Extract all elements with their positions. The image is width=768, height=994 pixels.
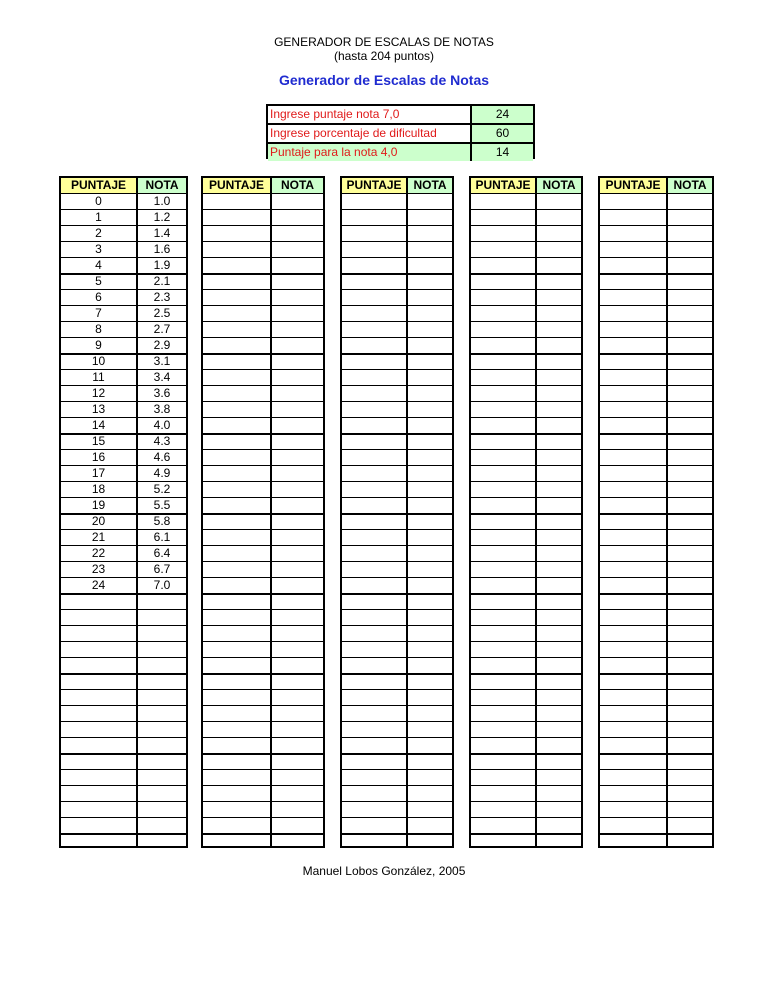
row-divider — [600, 369, 712, 370]
row-divider — [600, 673, 712, 675]
row-divider — [203, 769, 323, 770]
row-divider — [471, 609, 581, 610]
row-divider — [600, 321, 712, 322]
row-divider — [342, 833, 452, 835]
cell-nota: 1.2 — [153, 210, 171, 224]
cell-nota: 3.6 — [153, 386, 171, 400]
input-label-max-score: Ingrese puntaje nota 7,0 — [270, 107, 400, 121]
cell-puntaje: 2 — [95, 226, 102, 240]
column-header-nota: NOTA — [272, 178, 323, 193]
row-divider — [600, 641, 712, 642]
row-divider — [471, 369, 581, 370]
row-divider — [203, 241, 323, 242]
row-divider — [471, 833, 581, 835]
cell-nota: 4.9 — [153, 466, 171, 480]
row-divider — [471, 481, 581, 482]
row-divider — [471, 417, 581, 418]
column-header-nota: NOTA — [138, 178, 186, 193]
row-divider — [342, 449, 452, 450]
row-divider — [61, 641, 186, 642]
row-divider — [600, 817, 712, 818]
row-divider — [203, 817, 323, 818]
row-divider — [203, 561, 323, 562]
row-divider — [342, 785, 452, 786]
row-divider — [61, 737, 186, 738]
score-table-5 — [598, 176, 714, 848]
row-divider — [203, 721, 323, 722]
column-divider — [270, 178, 272, 846]
row-divider — [600, 769, 712, 770]
cell-nota: 5.5 — [153, 498, 171, 512]
row-divider — [61, 769, 186, 770]
row-divider — [342, 257, 452, 258]
cell-puntaje: 6 — [95, 290, 102, 304]
row-divider — [600, 577, 712, 578]
row-divider — [203, 801, 323, 802]
row-divider — [471, 801, 581, 802]
row-divider — [203, 385, 323, 386]
row-divider — [61, 817, 186, 818]
row-divider — [600, 385, 712, 386]
column-divider — [406, 178, 408, 846]
row-divider — [471, 657, 581, 658]
row-divider — [471, 721, 581, 722]
row-divider — [600, 753, 712, 755]
row-divider — [61, 753, 186, 755]
column-header-puntaje: PUNTAJE — [600, 178, 666, 193]
row-divider — [342, 337, 452, 338]
row-divider — [342, 321, 452, 322]
cell-nota: 1.6 — [153, 242, 171, 256]
row-divider — [61, 721, 186, 722]
column-divider — [535, 178, 537, 846]
row-divider — [471, 497, 581, 498]
column-header-nota: NOTA — [668, 178, 712, 193]
row-divider — [600, 193, 712, 194]
row-divider — [600, 513, 712, 515]
input-row-passing-score — [268, 144, 533, 161]
row-divider — [61, 689, 186, 690]
cell-puntaje: 5 — [95, 274, 102, 288]
row-divider — [600, 465, 712, 466]
score-table-2 — [201, 176, 325, 848]
cell-nota: 2.9 — [153, 338, 171, 352]
row-divider — [203, 705, 323, 706]
row-divider — [203, 737, 323, 738]
cell-puntaje: 13 — [91, 402, 106, 416]
row-divider — [471, 225, 581, 226]
row-divider — [342, 513, 452, 515]
cell-nota: 5.8 — [153, 514, 171, 528]
row-divider — [600, 785, 712, 786]
row-divider — [600, 401, 712, 402]
row-divider — [471, 289, 581, 290]
row-divider — [600, 417, 712, 418]
row-divider — [471, 785, 581, 786]
row-divider — [600, 289, 712, 290]
row-divider — [203, 673, 323, 675]
row-divider — [471, 545, 581, 546]
row-divider — [471, 305, 581, 306]
row-divider — [342, 305, 452, 306]
cell-puntaje: 15 — [91, 434, 106, 448]
row-divider — [342, 225, 452, 226]
row-divider — [61, 657, 186, 658]
row-divider — [203, 513, 323, 515]
row-divider — [203, 289, 323, 290]
row-divider — [600, 625, 712, 626]
cell-nota: 4.6 — [153, 450, 171, 464]
row-divider — [600, 737, 712, 738]
row-divider — [203, 193, 323, 194]
row-divider — [471, 705, 581, 706]
row-divider — [342, 481, 452, 482]
row-divider — [203, 465, 323, 466]
row-divider — [471, 817, 581, 818]
score-table-1 — [59, 176, 188, 848]
cell-nota: 6.7 — [153, 562, 171, 576]
cell-nota: 1.4 — [153, 226, 171, 240]
row-divider — [342, 577, 452, 578]
row-divider — [61, 609, 186, 610]
cell-puntaje: 4 — [95, 258, 102, 272]
row-divider — [600, 305, 712, 306]
cell-puntaje: 1 — [95, 210, 102, 224]
row-divider — [471, 577, 581, 578]
cell-nota: 1.0 — [153, 194, 171, 208]
row-divider — [471, 529, 581, 530]
column-header-puntaje: PUNTAJE — [203, 178, 270, 193]
cell-puntaje: 18 — [91, 482, 106, 496]
row-divider — [600, 273, 712, 275]
row-divider — [61, 705, 186, 706]
row-divider — [61, 785, 186, 786]
row-divider — [342, 801, 452, 802]
row-divider — [600, 657, 712, 658]
row-divider — [600, 225, 712, 226]
cell-puntaje: 10 — [91, 354, 106, 368]
row-divider — [203, 545, 323, 546]
row-divider — [600, 833, 712, 835]
document-title: GENERADOR DE ESCALAS DE NOTAS — [274, 35, 494, 49]
row-divider — [471, 337, 581, 338]
row-divider — [342, 705, 452, 706]
row-divider — [61, 593, 186, 595]
cell-puntaje: 21 — [91, 530, 106, 544]
cell-puntaje: 7 — [95, 306, 102, 320]
input-label-difficulty: Ingrese porcentaje de dificultad — [270, 126, 437, 140]
row-divider — [600, 561, 712, 562]
page-heading: Generador de Escalas de Notas — [278, 72, 490, 88]
row-divider — [203, 321, 323, 322]
row-divider — [600, 209, 712, 210]
row-divider — [342, 737, 452, 738]
cell-nota: 2.7 — [153, 322, 171, 336]
cell-nota: 3.4 — [153, 370, 171, 384]
row-divider — [61, 673, 186, 675]
row-divider — [342, 433, 452, 435]
row-divider — [203, 401, 323, 402]
input-row-difficulty — [268, 125, 533, 142]
row-divider — [342, 353, 452, 355]
column-header-puntaje: PUNTAJE — [471, 178, 535, 193]
row-divider — [342, 241, 452, 242]
input-value-max-score[interactable]: 24 — [470, 106, 533, 123]
row-divider — [342, 193, 452, 194]
row-divider — [203, 353, 323, 355]
row-divider — [342, 417, 452, 418]
cell-nota: 3.8 — [153, 402, 171, 416]
row-divider — [203, 481, 323, 482]
input-value-difficulty[interactable]: 60 — [470, 125, 533, 142]
row-divider — [203, 657, 323, 658]
cell-nota: 2.3 — [153, 290, 171, 304]
cell-puntaje: 0 — [95, 194, 102, 208]
cell-nota: 2.1 — [153, 274, 171, 288]
row-divider — [600, 593, 712, 595]
row-divider — [471, 241, 581, 242]
row-divider — [342, 385, 452, 386]
cell-nota: 3.1 — [153, 354, 171, 368]
row-divider — [203, 497, 323, 498]
row-divider — [203, 833, 323, 835]
score-table-4 — [469, 176, 583, 848]
row-divider — [600, 529, 712, 530]
row-divider — [600, 433, 712, 435]
document-subtitle: (hasta 204 puntos) — [333, 49, 435, 63]
row-divider — [471, 641, 581, 642]
row-divider — [600, 801, 712, 802]
cell-puntaje: 14 — [91, 418, 106, 432]
row-divider — [342, 689, 452, 690]
row-divider — [342, 289, 452, 290]
row-divider — [342, 529, 452, 530]
row-divider — [342, 273, 452, 275]
row-divider — [342, 625, 452, 626]
row-divider — [342, 561, 452, 562]
score-table-3 — [340, 176, 454, 848]
row-divider — [471, 273, 581, 275]
cell-puntaje: 20 — [91, 514, 106, 528]
column-header-puntaje: PUNTAJE — [61, 178, 136, 193]
cell-nota: 4.0 — [153, 418, 171, 432]
row-divider — [600, 481, 712, 482]
row-divider — [600, 257, 712, 258]
column-header-nota: NOTA — [537, 178, 581, 193]
row-divider — [471, 737, 581, 738]
row-divider — [600, 721, 712, 722]
row-divider — [471, 353, 581, 355]
row-divider — [203, 577, 323, 578]
row-divider — [342, 769, 452, 770]
input-panel — [266, 104, 535, 159]
row-divider — [203, 433, 323, 435]
row-divider — [471, 625, 581, 626]
row-divider — [600, 353, 712, 355]
cell-puntaje: 17 — [91, 466, 106, 480]
row-divider — [203, 417, 323, 418]
row-divider — [600, 545, 712, 546]
row-divider — [471, 769, 581, 770]
cell-puntaje: 22 — [91, 546, 106, 560]
row-divider — [342, 545, 452, 546]
row-divider — [203, 305, 323, 306]
row-divider — [471, 753, 581, 755]
cell-puntaje: 19 — [91, 498, 106, 512]
cell-puntaje: 24 — [91, 578, 106, 592]
input-value-passing-score: 14 — [470, 144, 533, 161]
cell-puntaje: 9 — [95, 338, 102, 352]
row-divider — [471, 257, 581, 258]
row-divider — [203, 225, 323, 226]
row-divider — [342, 753, 452, 755]
row-divider — [203, 753, 323, 755]
cell-nota: 5.2 — [153, 482, 171, 496]
row-divider — [600, 609, 712, 610]
row-divider — [471, 689, 581, 690]
cell-nota: 6.4 — [153, 546, 171, 560]
row-divider — [203, 337, 323, 338]
row-divider — [471, 449, 581, 450]
row-divider — [342, 209, 452, 210]
row-divider — [61, 625, 186, 626]
row-divider — [61, 833, 186, 835]
row-divider — [203, 641, 323, 642]
row-divider — [203, 785, 323, 786]
row-divider — [600, 337, 712, 338]
cell-puntaje: 11 — [92, 370, 105, 384]
row-divider — [342, 465, 452, 466]
row-divider — [471, 385, 581, 386]
column-header-nota: NOTA — [408, 178, 452, 193]
input-label-passing-score: Puntaje para la nota 4,0 — [268, 144, 470, 161]
row-divider — [203, 209, 323, 210]
row-divider — [600, 449, 712, 450]
row-divider — [342, 369, 452, 370]
row-divider — [203, 257, 323, 258]
row-divider — [471, 465, 581, 466]
cell-puntaje: 16 — [91, 450, 106, 464]
row-divider — [342, 641, 452, 642]
row-divider — [342, 657, 452, 658]
row-divider — [203, 449, 323, 450]
column-header-puntaje: PUNTAJE — [342, 178, 406, 193]
cell-nota: 1.9 — [153, 258, 171, 272]
cell-nota: 7.0 — [153, 578, 171, 592]
row-divider — [203, 273, 323, 275]
cell-puntaje: 12 — [91, 386, 106, 400]
row-divider — [342, 673, 452, 675]
row-divider — [61, 801, 186, 802]
row-divider — [342, 401, 452, 402]
row-divider — [203, 689, 323, 690]
row-divider — [203, 369, 323, 370]
row-divider — [471, 673, 581, 675]
footer-credit: Manuel Lobos González, 2005 — [302, 864, 466, 878]
row-divider — [203, 593, 323, 595]
input-row-max-score — [268, 106, 533, 123]
row-divider — [471, 561, 581, 562]
cell-nota: 6.1 — [153, 530, 171, 544]
row-divider — [342, 609, 452, 610]
cell-nota: 4.3 — [153, 434, 171, 448]
row-divider — [471, 193, 581, 194]
row-divider — [600, 689, 712, 690]
row-divider — [600, 705, 712, 706]
row-divider — [471, 433, 581, 435]
row-divider — [471, 209, 581, 210]
row-divider — [471, 401, 581, 402]
cell-puntaje: 8 — [95, 322, 102, 336]
row-divider — [203, 609, 323, 610]
column-divider — [666, 178, 668, 846]
row-divider — [471, 593, 581, 595]
row-divider — [203, 625, 323, 626]
cell-puntaje: 23 — [91, 562, 106, 576]
row-divider — [471, 513, 581, 515]
row-divider — [600, 241, 712, 242]
row-divider — [342, 721, 452, 722]
row-divider — [342, 593, 452, 595]
row-divider — [471, 321, 581, 322]
row-divider — [342, 497, 452, 498]
row-divider — [600, 497, 712, 498]
cell-puntaje: 3 — [95, 242, 102, 256]
row-divider — [203, 529, 323, 530]
cell-nota: 2.5 — [153, 306, 171, 320]
row-divider — [342, 817, 452, 818]
